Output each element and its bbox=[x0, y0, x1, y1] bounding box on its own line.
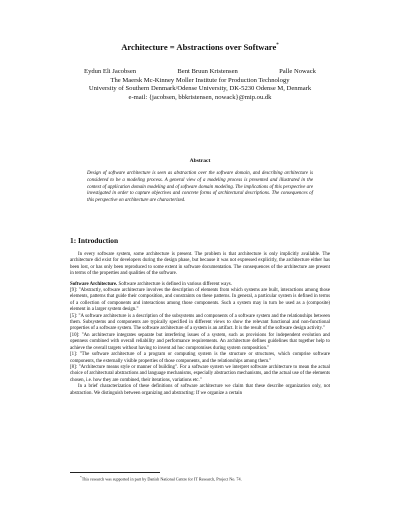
footnote-text: This research was supported in part by Danish National Centre for IT Research, Project No. 74. bbox=[81, 476, 242, 482]
footnote bbox=[80, 475, 242, 481]
paragraph-text: [10]: "An architecture integrates separate but interfering issues of a system, such as provisions for independent evolution and openness combined with overall reliability and performance requirements. An architecture defines guidelines that together help to achieve the overall targets without having to invent ad hoc compromises during system composition." bbox=[70, 332, 330, 351]
paragraph-text: [5]: "A software architecture is a description of the subsystems and components of a software system and the relationships between them. Subsystems and components are typically specified in different views to show the relevant functional and non-functional properties of a software system. The software architecture of a system is an artifact. It is the result of the software design activity." bbox=[70, 313, 330, 332]
paragraph-text: Software architecture is defined in various different ways. bbox=[117, 281, 232, 287]
abstract-text: Design of software architecture is seen as abstraction over the software domain, and describing architecture is considered to be a modeling process. A general view of a modeling process is presented and illustrated in the context of application domain modeling and of software domain modeling. The implications of this perspective are investigated in order to capture objectives and concrete forms of architectural descriptions. The consequences of this perspective on architecture are characterized. bbox=[87, 171, 313, 204]
body-paragraph bbox=[70, 365, 330, 384]
body-paragraph bbox=[70, 333, 330, 352]
body-paragraph bbox=[70, 252, 330, 278]
title-footnote-mark: * bbox=[276, 43, 279, 48]
author-name: Palle Nowack bbox=[279, 68, 316, 75]
author-names bbox=[0, 68, 400, 77]
runin-heading: Software Architecture. bbox=[70, 281, 118, 287]
paper-title-text: Architecture = Abstractions over Software bbox=[121, 41, 277, 52]
body-text bbox=[70, 252, 330, 401]
paper-title bbox=[0, 41, 400, 52]
paragraph-text: [9]: "Abstractly, software architecture involves the description of elements from which systems are built, interactions among those elements, patterns that guide their composition, and constraints on these patterns. In general, a particular system is defined in terms of a collection of components and interactions among those components. Such a system may in turn be used as a (composite) element in a larger system design." bbox=[70, 288, 330, 313]
footnote-mark: * bbox=[80, 475, 82, 479]
body-paragraph bbox=[70, 384, 330, 397]
author-name: Eydun Eli Jacobsen bbox=[84, 68, 137, 75]
author-name: Bent Bruun Kristensen bbox=[177, 68, 238, 75]
body-paragraph bbox=[70, 314, 330, 333]
body-paragraph bbox=[70, 288, 330, 314]
paragraph-text: In every software system, some architecture is present. The problem is that architecture is only implicitly available. The architecture did exist for developers during the design phase, but because it was not expressed explicitly, the architecture either has been lost, or has only been reproduced to some extent in software documentation. The consequences of the architecture are present in terms of the properties and qualities of the software. bbox=[70, 252, 330, 277]
author-block bbox=[0, 68, 400, 102]
affiliation-line: The Maersk Mc-Kinney Moller Institute for Production Technology bbox=[110, 76, 290, 84]
paragraph-text: [1]: "The software architecture of a program or computing system is the structure or structures, which comprise software components, the externally visible properties of those components, and the relationships among them." bbox=[70, 352, 330, 364]
affiliation-line: University of Southern Denmark/Odense University, DK-5230 Odense M, Denmark bbox=[88, 85, 312, 93]
author-email: e-mail: {jacobsen, bbkristensen, nowack}@mip.ou.dk bbox=[128, 93, 272, 101]
abstract-heading: Abstract bbox=[189, 158, 211, 164]
footnote-rule bbox=[70, 472, 160, 473]
paragraph-text: [8]: "Architecture means style or manner of building". For a software system we interpret software architecture to mean the actual choice of architectural abstractions and language mechanisms, especially abstraction mechanisms, and the actual use of the elements chosen, i.e. how they are combined, their iterations, variations etc." bbox=[70, 364, 330, 383]
paragraph-text: In a brief characterization of these definitions of software architecture we claim that these describe organization only, not abstraction. We distinguish between organizing and abstracting: If we organize a certain bbox=[70, 384, 330, 396]
section-heading: 1: Introduction bbox=[70, 236, 119, 245]
body-paragraph bbox=[70, 352, 330, 365]
